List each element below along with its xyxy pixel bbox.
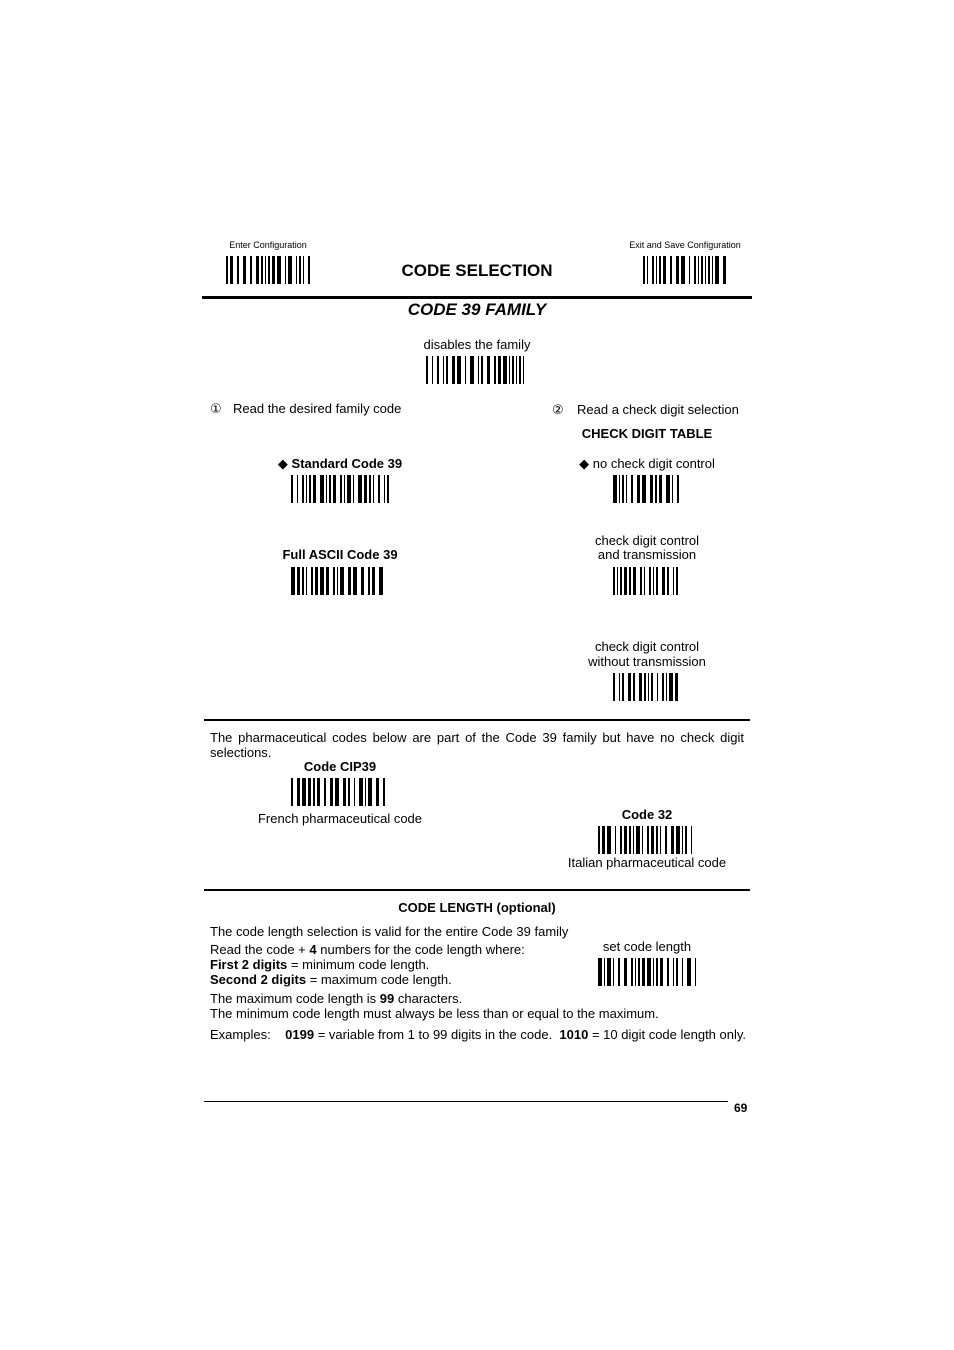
barcode-bar bbox=[648, 673, 650, 701]
code-length-title: CODE LENGTH (optional) bbox=[398, 900, 556, 915]
barcode-bar bbox=[619, 673, 621, 701]
barcode-bar bbox=[607, 958, 611, 986]
barcode-bar bbox=[676, 256, 680, 284]
page-title: CODE SELECTION bbox=[401, 261, 553, 280]
barcode-bar bbox=[329, 475, 331, 503]
barcode-bar bbox=[687, 958, 691, 986]
header-rule bbox=[202, 296, 752, 299]
barcode-bar bbox=[653, 567, 655, 595]
barcode-bar bbox=[636, 826, 640, 854]
code-length-line5 bbox=[210, 991, 750, 1006]
code-cip39-title: Code CIP39 bbox=[303, 759, 377, 774]
barcode-bar bbox=[607, 826, 611, 854]
barcode-bar bbox=[613, 958, 615, 986]
barcode-bar bbox=[291, 778, 293, 806]
barcode-bar bbox=[335, 778, 339, 806]
barcode-bar bbox=[354, 778, 356, 806]
barcode-bar bbox=[656, 826, 658, 854]
set-code-length-barcode[interactable] bbox=[598, 958, 696, 986]
barcode-bar bbox=[620, 826, 622, 854]
barcode-bar bbox=[285, 256, 287, 284]
barcode-bar bbox=[320, 567, 324, 595]
barcode-bar bbox=[656, 256, 658, 284]
barcode-bar bbox=[650, 475, 654, 503]
barcode-bar bbox=[691, 826, 693, 854]
barcode-bar bbox=[618, 958, 620, 986]
barcode-bar bbox=[230, 256, 234, 284]
barcode-bar bbox=[523, 356, 525, 384]
barcode-bar bbox=[368, 778, 372, 806]
barcode-bar bbox=[326, 475, 328, 503]
check-without-transmission-line2: without transmission bbox=[588, 654, 706, 669]
barcode-bar bbox=[302, 778, 306, 806]
barcode-bar bbox=[437, 356, 439, 384]
set-code-length-label: set code length bbox=[602, 939, 692, 954]
barcode-bar bbox=[631, 958, 633, 986]
barcode-bar bbox=[673, 958, 675, 986]
section-title: CODE 39 FAMILY bbox=[407, 300, 547, 319]
barcode-bar bbox=[676, 567, 678, 595]
barcode-bar bbox=[315, 567, 319, 595]
barcode-bar bbox=[340, 475, 342, 503]
barcode-bar bbox=[297, 475, 299, 503]
barcode-bar bbox=[604, 958, 606, 986]
barcode-bar bbox=[494, 356, 496, 384]
line4-bold: Second 2 digits bbox=[210, 972, 307, 987]
code-length-line6: The minimum code length must always be less than or equal to the maximum. bbox=[210, 1006, 659, 1021]
barcode-bar bbox=[320, 475, 324, 503]
barcode-bar bbox=[291, 567, 295, 595]
check-digit-table-title: CHECK DIGIT TABLE bbox=[581, 426, 713, 441]
barcode-bar bbox=[487, 356, 491, 384]
disable-family-label: disables the family bbox=[423, 337, 531, 352]
barcode-bar bbox=[237, 256, 239, 284]
code-length-line3 bbox=[210, 957, 590, 972]
barcode-bar bbox=[613, 673, 615, 701]
barcode-bar bbox=[376, 778, 380, 806]
barcode-bar bbox=[326, 567, 330, 595]
line4-post: = maximum code length. bbox=[306, 972, 452, 987]
barcode-bar bbox=[660, 958, 664, 986]
barcode-bar bbox=[333, 567, 335, 595]
barcode-bar bbox=[669, 673, 673, 701]
code-length-line1: The code length selection is valid for the entire Code 39 family bbox=[210, 924, 569, 939]
barcode-bar bbox=[512, 356, 514, 384]
barcode-bar bbox=[598, 826, 600, 854]
barcode-bar bbox=[313, 778, 315, 806]
barcode-bar bbox=[626, 475, 628, 503]
barcode-bar bbox=[348, 567, 352, 595]
barcode-bar bbox=[443, 356, 445, 384]
barcode-bar bbox=[359, 778, 363, 806]
barcode-bar bbox=[659, 256, 661, 284]
barcode-bar bbox=[277, 256, 281, 284]
barcode-bar bbox=[432, 356, 434, 384]
barcode-bar bbox=[677, 475, 679, 503]
barcode-bar bbox=[365, 778, 367, 806]
barcode-bar bbox=[647, 256, 649, 284]
barcode-bar bbox=[681, 256, 685, 284]
step-1-text: Read the desired family code bbox=[233, 401, 402, 416]
barcode-bar bbox=[694, 256, 696, 284]
barcode-bar bbox=[633, 567, 637, 595]
barcode-bar bbox=[324, 778, 326, 806]
barcode-bar bbox=[667, 958, 669, 986]
barcode-bar bbox=[261, 256, 263, 284]
barcode-bar bbox=[615, 826, 617, 854]
barcode-bar bbox=[297, 778, 301, 806]
line5-post: characters. bbox=[394, 991, 463, 1006]
barcode-bar bbox=[348, 778, 350, 806]
barcode-bar bbox=[481, 356, 483, 384]
barcode-bar bbox=[647, 826, 649, 854]
barcode-bar bbox=[657, 673, 659, 701]
barcode-bar bbox=[667, 567, 669, 595]
barcode-bar bbox=[317, 778, 321, 806]
barcode-bar bbox=[306, 475, 308, 503]
barcode-bar bbox=[622, 673, 624, 701]
standard-code39-barcode[interactable] bbox=[291, 475, 389, 503]
pharma-intro: The pharmaceutical codes below are part of the Code 39 family but have no check digit selections. bbox=[210, 730, 744, 760]
exit-save-config-barcode[interactable] bbox=[643, 256, 727, 284]
barcode-bar bbox=[640, 567, 642, 595]
check-with-transmission-line1: check digit control bbox=[594, 533, 700, 548]
barcode-bar bbox=[715, 256, 719, 284]
barcode-bar bbox=[509, 356, 511, 384]
example-1-text: = variable from 1 to 99 digits in the code. bbox=[314, 1027, 553, 1042]
barcode-bar bbox=[698, 256, 700, 284]
code-32-caption: Italian pharmaceutical code bbox=[567, 855, 727, 870]
barcode-bar bbox=[372, 567, 376, 595]
barcode-bar bbox=[256, 256, 260, 284]
example-2-code: 1010 bbox=[559, 1027, 589, 1042]
barcode-bar bbox=[426, 356, 428, 384]
barcode-bar bbox=[633, 673, 635, 701]
barcode-bar bbox=[653, 958, 655, 986]
check-without-transmission-barcode[interactable] bbox=[613, 673, 681, 701]
barcode-bar bbox=[598, 958, 602, 986]
barcode-bar bbox=[613, 475, 617, 503]
barcode-bar bbox=[337, 567, 339, 595]
barcode-bar bbox=[498, 356, 502, 384]
barcode-bar bbox=[656, 958, 658, 986]
barcode-bar bbox=[652, 256, 654, 284]
barcode-bar bbox=[642, 958, 646, 986]
example-2-text: = 10 digit code length only. bbox=[588, 1027, 747, 1042]
line3-bold: First 2 digits bbox=[210, 957, 288, 972]
barcode-bar bbox=[519, 356, 521, 384]
barcode-bar bbox=[309, 475, 311, 503]
barcode-bar bbox=[619, 475, 621, 503]
barcode-bar bbox=[272, 256, 276, 284]
barcode-bar bbox=[343, 778, 347, 806]
barcode-bar bbox=[308, 778, 312, 806]
barcode-bar bbox=[666, 475, 670, 503]
barcode-bar bbox=[644, 673, 646, 701]
barcode-bar bbox=[659, 475, 663, 503]
barcode-bar bbox=[446, 356, 448, 384]
barcode-bar bbox=[638, 958, 640, 986]
barcode-bar bbox=[673, 567, 675, 595]
barcode-bar bbox=[308, 256, 310, 284]
code-cip39-caption: French pharmaceutical code bbox=[257, 811, 423, 826]
line2-pre: Read the code + bbox=[210, 942, 310, 957]
barcode-bar bbox=[662, 567, 666, 595]
barcode-bar bbox=[642, 826, 644, 854]
barcode-bar bbox=[347, 475, 351, 503]
barcode-bar bbox=[695, 958, 697, 986]
barcode-bar bbox=[637, 475, 641, 503]
section-rule-1 bbox=[204, 719, 750, 721]
no-check-digit-label bbox=[547, 456, 747, 472]
barcode-bar bbox=[689, 256, 691, 284]
code-length-notes bbox=[210, 991, 750, 1021]
barcode-bar bbox=[296, 256, 298, 284]
line3-post: = minimum code length. bbox=[287, 957, 430, 972]
barcode-bar bbox=[644, 567, 646, 595]
barcode-bar bbox=[639, 673, 643, 701]
barcode-bar bbox=[361, 567, 365, 595]
barcode-bar bbox=[624, 567, 628, 595]
barcode-bar bbox=[243, 256, 247, 284]
barcode-bar bbox=[672, 475, 674, 503]
code-length-instructions bbox=[210, 942, 590, 987]
barcode-bar bbox=[369, 475, 371, 503]
code-32-barcode[interactable] bbox=[598, 826, 696, 854]
barcode-bar bbox=[340, 567, 344, 595]
barcode-bar bbox=[676, 826, 680, 854]
barcode-bar bbox=[452, 356, 456, 384]
barcode-bar bbox=[676, 958, 678, 986]
barcode-bar bbox=[503, 356, 507, 384]
barcode-bar bbox=[358, 475, 362, 503]
barcode-bar bbox=[379, 567, 383, 595]
barcode-bar bbox=[311, 567, 313, 595]
no-check-digit-text: no check digit control bbox=[592, 456, 715, 471]
barcode-bar bbox=[250, 256, 252, 284]
barcode-bar bbox=[617, 567, 619, 595]
barcode-bar bbox=[302, 567, 304, 595]
barcode-bar bbox=[306, 567, 308, 595]
barcode-bar bbox=[265, 256, 267, 284]
barcode-bar bbox=[465, 356, 467, 384]
barcode-bar bbox=[671, 826, 675, 854]
barcode-bar bbox=[629, 567, 631, 595]
barcode-bar bbox=[643, 256, 645, 284]
barcode-bar bbox=[651, 673, 653, 701]
barcode-bar bbox=[665, 826, 667, 854]
barcode-bar bbox=[655, 475, 657, 503]
barcode-bar bbox=[353, 475, 355, 503]
barcode-bar bbox=[457, 356, 461, 384]
barcode-bar bbox=[268, 256, 270, 284]
no-check-digit-barcode[interactable] bbox=[613, 475, 681, 503]
example-1-code: 0199 bbox=[285, 1027, 315, 1042]
barcode-bar bbox=[685, 826, 687, 854]
barcode-bar bbox=[478, 356, 480, 384]
barcode-bar bbox=[303, 256, 305, 284]
barcode-bar bbox=[629, 826, 631, 854]
check-without-transmission-line1: check digit control bbox=[594, 639, 700, 654]
barcode-bar bbox=[682, 826, 684, 854]
barcode-bar bbox=[723, 256, 727, 284]
code-length-examples bbox=[210, 1027, 750, 1042]
barcode-bar bbox=[624, 826, 628, 854]
barcode-bar bbox=[368, 567, 370, 595]
full-ascii-code39-barcode[interactable] bbox=[291, 567, 389, 595]
barcode-bar bbox=[663, 256, 667, 284]
barcode-bar bbox=[291, 475, 293, 503]
line5-pre: The maximum code length is bbox=[210, 991, 380, 1006]
barcode-bar bbox=[622, 475, 624, 503]
barcode-bar bbox=[288, 256, 292, 284]
barcode-bar bbox=[660, 826, 662, 854]
barcode-bar bbox=[330, 778, 334, 806]
standard-code39-text: Standard Code 39 bbox=[291, 456, 403, 471]
barcode-bar bbox=[297, 567, 301, 595]
barcode-bar bbox=[353, 567, 357, 595]
check-with-transmission-line2: and transmission bbox=[597, 547, 697, 562]
barcode-bar bbox=[373, 475, 375, 503]
line5-bold: 99 bbox=[379, 991, 395, 1006]
barcode-bar bbox=[635, 958, 637, 986]
line2-bold: 4 bbox=[309, 942, 317, 957]
barcode-bar bbox=[670, 256, 672, 284]
code-32-title: Code 32 bbox=[621, 807, 673, 822]
default-diamond-icon: ◆ bbox=[579, 456, 590, 471]
barcode-bar bbox=[384, 475, 386, 503]
barcode-bar bbox=[666, 673, 668, 701]
barcode-bar bbox=[701, 256, 703, 284]
barcode-bar bbox=[299, 256, 301, 284]
barcode-bar bbox=[613, 567, 615, 595]
barcode-bar bbox=[708, 256, 710, 284]
step-1-marker: ① bbox=[210, 401, 222, 416]
barcode-bar bbox=[383, 778, 385, 806]
barcode-bar bbox=[302, 475, 304, 503]
footer-rule bbox=[204, 1101, 728, 1102]
barcode-bar bbox=[378, 475, 380, 503]
barcode-bar bbox=[602, 826, 606, 854]
barcode-bar bbox=[470, 356, 474, 384]
exit-save-config-label: Exit and Save Configuration bbox=[629, 240, 741, 250]
barcode-bar bbox=[649, 567, 651, 595]
full-ascii-code39-label: Full ASCII Code 39 bbox=[282, 547, 398, 562]
barcode-bar bbox=[675, 673, 679, 701]
step-2-marker: ② bbox=[552, 402, 564, 417]
section-rule-2 bbox=[204, 889, 750, 891]
barcode-bar bbox=[656, 567, 658, 595]
barcode-bar bbox=[647, 958, 651, 986]
barcode-bar bbox=[705, 256, 707, 284]
barcode-bar bbox=[662, 673, 664, 701]
barcode-bar bbox=[712, 256, 714, 284]
code-cip39-barcode[interactable] bbox=[291, 778, 389, 806]
page-number: 69 bbox=[734, 1101, 748, 1115]
default-diamond-icon: ◆ bbox=[277, 456, 288, 471]
barcode-bar bbox=[387, 475, 389, 503]
line2-post: numbers for the code length where: bbox=[316, 942, 525, 957]
code-length-line2 bbox=[210, 942, 590, 957]
barcode-bar bbox=[226, 256, 228, 284]
barcode-bar bbox=[628, 673, 632, 701]
disable-family-barcode[interactable] bbox=[426, 356, 526, 384]
step-2-text: Read a check digit selection bbox=[577, 402, 739, 417]
enter-config-label: Enter Configuration bbox=[229, 240, 307, 250]
barcode-bar bbox=[313, 475, 317, 503]
code-length-line4 bbox=[210, 972, 590, 987]
barcode-bar bbox=[344, 475, 346, 503]
check-with-transmission-barcode[interactable] bbox=[613, 567, 681, 595]
examples-label: Examples: bbox=[210, 1027, 271, 1042]
barcode-bar bbox=[364, 475, 368, 503]
barcode-bar bbox=[333, 475, 337, 503]
standard-code39-label bbox=[240, 456, 440, 472]
barcode-bar bbox=[642, 475, 646, 503]
barcode-bar bbox=[651, 826, 655, 854]
barcode-bar bbox=[516, 356, 518, 384]
barcode-bar bbox=[682, 958, 684, 986]
enter-config-barcode[interactable] bbox=[226, 256, 310, 284]
barcode-bar bbox=[631, 475, 633, 503]
barcode-bar bbox=[633, 826, 635, 854]
barcode-bar bbox=[620, 567, 622, 595]
barcode-bar bbox=[624, 958, 628, 986]
